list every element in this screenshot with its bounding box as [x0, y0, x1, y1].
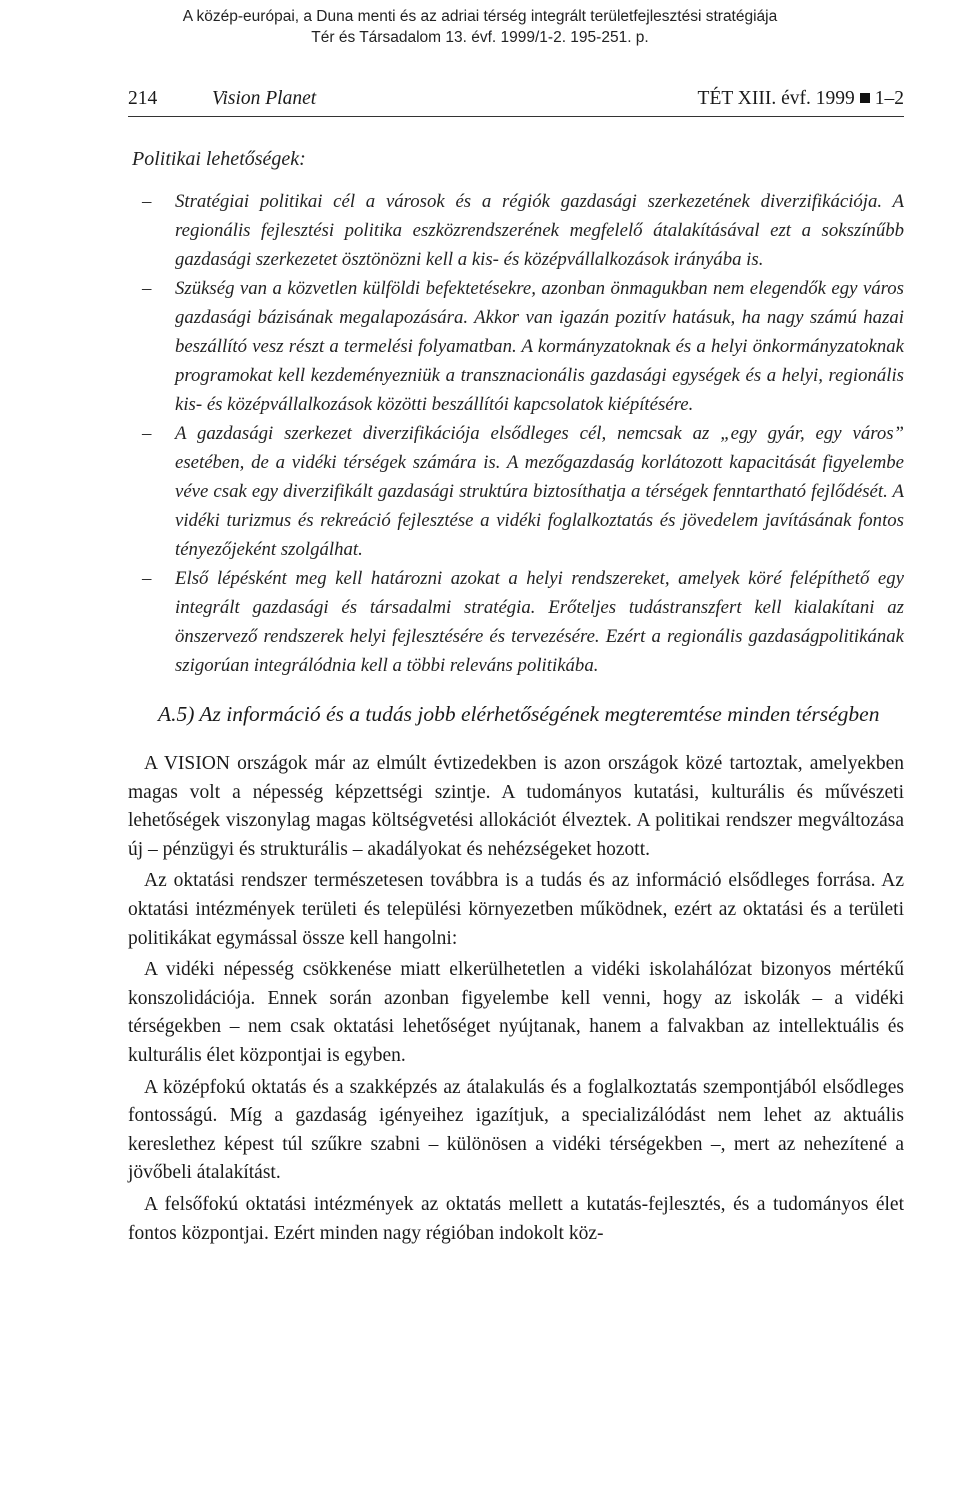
dash-bullet: – [142, 191, 152, 212]
citation-header [0, 6, 960, 48]
list-item-text: Első lépésként meg kell határozni azokat a helyi rendszereket, amelyek köré felépíthető egy integrált gazdasági és társadalmi stratégia. Erőteljes tudástranszfert kell kialakítani az önszervező rendszerek helyi fejlesztésére és tervezésére. Ezért a regionális gazdaságpolitikának szigorúan integrálódnia kell a többi releváns politikába. [175, 568, 904, 676]
body-paragraph: A középfokú oktatás és a szakképzés az átalakulás és a foglalkoztatás szempontjából elsődleges fontosságú. Míg a gazdaság igényeihez igazítjuk, a specializálódást nem lehet az aktuális kereslethez képest túl szűkre szabni – különösen a vidéki térségekben –, mert az nehezítené a jövőbeli átalakítást. [128, 1076, 904, 1184]
list-item [128, 274, 904, 419]
list-item-text: Stratégiai politikai cél a városok és a régiók gazdasági szerkezetének diverzifikációja. A regionális fejlesztési politika eszközrendszerének megfelelő átalakításával ezt a sokszínűbb gazdasági szerkezetet ösztönözni kell a kis- és középvállalkozások irányába is. [175, 191, 904, 270]
page-number: 214 [128, 88, 158, 109]
list-item-text: Szükség van a közvetlen külföldi befektetésekre, azonban önmagukban nem elegendők egy város gazdasági bázisának megalapozására. Akkor van igazán pozitív hatásuk, ha nagy számú hazai beszállító vesz részt a termelési folyamatban. A kormányzatoknak és a helyi önkormányzatoknak programokat kell kezdeményezniük a transznacionális gazdasági egységek és a helyi, regionális kis- és középvállalkozások közötti beszállítói kapcsolatok kiépítésére. [175, 278, 904, 415]
bullet-list [128, 187, 904, 680]
journal-title: Vision Planet [212, 88, 317, 109]
body-paragraph: A vidéki népesség csökkenése miatt elkerülhetetlen a vidéki iskolahálózat bizonyos mértékű konszolidációja. Ennek során azonban figyelembe kell venni, hogy az iskolák – a vidéki térségekben – nem csak oktatási lehetőséget nyújtanak, hanem a falvakban az intellektuális és kulturális élet központjai is egyben. [128, 959, 904, 1066]
dash-bullet: – [142, 278, 152, 299]
running-head [128, 86, 904, 117]
square-bullet-icon [860, 93, 870, 103]
citation-title: A közép-európai, a Duna menti és az adriai térség integrált területfejlesztési stratégiája [182, 8, 778, 25]
journal-volume [698, 88, 904, 110]
volume-text: TÉT XIII. évf. 1999 [697, 88, 855, 109]
list-item [128, 564, 904, 680]
body-paragraph: A VISION országok már az elmúlt évtizedekben is azon országok közé tartoztak, amelyekben magas volt a népesség képzettségi szintje. A tudományos kutatási, kulturális és művészeti lehetőségek viszonylag magas költségvetési allokációt élveztek. A politikai rendszer megváltozása új – pénzügyi és strukturális – akadályokat és nehézségeket hozott. [128, 753, 904, 860]
dash-bullet: – [142, 423, 152, 444]
body-paragraph: A felsőfokú oktatási intézmények az oktatás mellett a kutatás-fejlesztés, és a tudományos élet fontos központjai. Ezért minden nagy régióban indokolt köz- [128, 1193, 904, 1244]
list-item [128, 419, 904, 564]
section-heading: Politikai lehetőségek: [132, 148, 306, 170]
page-body [128, 148, 904, 1251]
issue-number: 1–2 [874, 88, 904, 109]
list-item [128, 187, 904, 274]
list-item-text: A gazdasági szerkezet diverzifikációja elsődleges cél, nemcsak az „egy gyár, egy város” esetében, de a vidéki térségek számára is. A mezőgazdaság korlátozott kapacitását figyelembe véve csak egy diverzifikált gazdasági struktúra biztosíthatja a térségek fenntartható fejlődését. A vidéki turizmus és rekreáció fejlesztése a vidéki foglalkoztatás és jövedelem javításának fontos tényezőjeként szolgálhat. [175, 423, 904, 560]
citation-source: Tér és Társadalom 13. évf. 1999/1-2. 195-251. p. [311, 29, 649, 46]
subsection-heading: A.5) Az információ és a tudás jobb elérhetőségének megteremtése minden térségben [158, 702, 880, 726]
body-paragraph: Az oktatási rendszer természetesen továbbra is a tudás és az információ elsődleges forrása. Az oktatási intézmények területi és települési környezetben működnek, ezért az oktatási és a területi politikákat egymással össze kell hangolni: [128, 870, 904, 949]
dash-bullet: – [142, 568, 152, 589]
